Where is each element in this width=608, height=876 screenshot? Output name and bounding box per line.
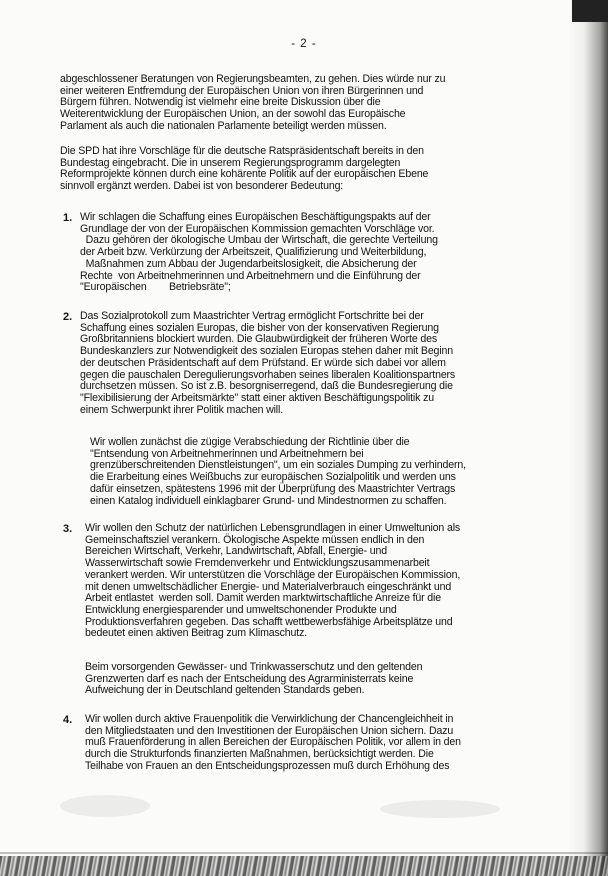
text-line: der deutschen Präsidentschaft auf dem Prüfstand. Er würde sich dabei vor allem xyxy=(80,356,446,369)
list-number: 2. xyxy=(63,311,73,323)
text-line: Grundlage der von der Europäischen Kommission gemachten Vorschläge vor. xyxy=(80,222,435,235)
intro-paragraph xyxy=(60,146,428,193)
text-line: muß Frauenförderung in allen Bereichen der Europäischen Politik, vor allem in den xyxy=(85,736,461,749)
text-line: bedeutet einen aktiven Beitrag zum Klimaschutz. xyxy=(85,627,308,640)
text-line: Aufweichung der in Deutschland geltenden Standards geben. xyxy=(85,684,365,697)
text-line: Dazu gehören der ökologische Umbau der Wirtschaft, die gerechte Verteilung xyxy=(80,234,438,247)
list-item-paragraph xyxy=(85,714,461,773)
text-line: Rechte von Arbeitnehmerinnen und Arbeitnehmern und die Einführung der xyxy=(80,269,421,282)
list-item-paragraph xyxy=(80,212,438,294)
list-item-paragraph xyxy=(80,311,455,416)
text-line: Teilhabe von Frauen an den Entscheidungsprozessen muß durch Erhöhung des xyxy=(85,759,450,772)
text-line: Wir wollen den Schutz der natürlichen Lebensgrundlagen in einer Umweltunion als xyxy=(85,522,461,534)
scan-smudge xyxy=(380,800,500,818)
text-line: der Arbeit bzw. Verkürzung der Arbeitszeit, Qualifizierung und Weiterbildung, xyxy=(80,246,427,259)
text-line: dafür einsetzen, spätestens 1996 mit der Überprüfung des Maastrichter Vertrags xyxy=(90,482,456,495)
text-line: Wir wollen durch aktive Frauenpolitik die Verwirklichung der Chancengleichheit in xyxy=(85,713,454,725)
text-line: die Erarbeitung eines Weißbuchs zur europäischen Sozialpolitik und werden uns xyxy=(90,471,456,484)
text-line: Die SPD hat ihre Vorschläge für die deutsche Ratspräsidentschaft bereits in den xyxy=(60,145,424,157)
text-line: Das Sozialprotokoll zum Maastrichter Vertrag ermöglicht Fortschritte bei der xyxy=(80,310,424,322)
scan-edge-bottom xyxy=(0,856,608,876)
text-line: Beim vorsorgenden Gewässer- und Trinkwasserschutz und den geltenden xyxy=(85,661,423,673)
text-line: Grenzwerten darf es nach der Entscheidung des Agrarministerrats keine xyxy=(85,672,414,685)
text-line: Parlament als auch die nationalen Parlamente beteiligt werden müssen. xyxy=(60,119,387,132)
text-line: Maßnahmen zum Abbau der Jugendarbeitslosigkeit, die Absicherung der xyxy=(80,257,417,270)
list-item-paragraph xyxy=(85,662,422,697)
text-line: grenzüberschreitenden Dienstleistungen", um ein soziales Dumping zu verhindern, xyxy=(90,459,466,472)
text-line: "Flexibilisierung der Arbeitsmärkte" statt einer aktiven Beschäftigungspolitik zu xyxy=(80,391,434,404)
list-item-paragraph xyxy=(90,437,466,507)
text-line: Wasserwirtschaft sowie Fremdenverkehr und Entwicklungszusammenarbeit xyxy=(85,557,430,570)
text-line: einer weiteren Entfremdung der Europäischen Union von ihren Bürgerinnen und xyxy=(60,84,424,97)
text-line: Bereichen Wirtschaft, Verkehr, Landwirtschaft, Abfall, Energie- und xyxy=(85,545,388,558)
list-number: 1. xyxy=(63,212,73,224)
text-line: Schaffung eines sozialen Europas, die bisher von der konservativen Regierung xyxy=(80,321,439,334)
text-line: den Mitgliedstaaten und den Investitionen der Europäischen Union sichern. Dazu xyxy=(85,724,454,737)
text-line: Weiterentwicklung der Europäischen Union, an der sowohl das Europäische xyxy=(60,108,406,121)
scan-smudge xyxy=(60,795,150,817)
text-line: gegen die pauschalen Deregulierungsvorhaben seines liberalen Koalitionspartners xyxy=(80,368,456,381)
intro-paragraph xyxy=(60,74,445,133)
text-line: Wir wollen zunächst die zügige Verabschiedung der Richtlinie über die xyxy=(90,436,410,448)
scan-edge-line xyxy=(0,852,608,854)
text-line: "Entsendung von Arbeitnehmerinnen und Arbeitnehmern bei xyxy=(90,447,364,460)
text-line: Arbeit entlastet werden soll. Damit werden marktwirtschaftliche Anreize für die xyxy=(85,592,441,605)
text-line: Bundestag eingebracht. Die in unserem Regierungsprogramm dargelegten xyxy=(60,156,401,169)
text-line: Reformprojekte können durch eine kohärente Politik auf der europäischen Ebene xyxy=(60,168,429,181)
text-line: einen Katalog individuell einklagbarer Grund- und Mindestnormen zu schaffen. xyxy=(90,494,447,507)
text-line: Entwicklung energiesparender und umweltschonender Produkte und xyxy=(85,603,397,616)
text-line: Bundeskanzlers zur Notwendigkeit des sozialen Europas stehen daher mit Beginn xyxy=(80,345,453,358)
text-line: sinnvoll ergänzt werden. Dabei ist von besonderer Bedeutung: xyxy=(60,180,344,193)
list-number: 3. xyxy=(63,523,73,535)
text-line: Wir schlagen die Schaffung eines Europäischen Beschäftigungspakts auf der xyxy=(80,211,431,223)
page-number: - 2 - xyxy=(291,38,317,50)
text-line: durchsetzen müssen. So ist z.B. besorgniserregend, daß die Bundesregierung die xyxy=(80,380,453,393)
text-line: einem Schwerpunkt ihrer Politik machen will. xyxy=(80,403,284,416)
text-line: durch die Strukturfonds finanzierten Maßnahmen, berücksichtigt werden. Die xyxy=(85,748,434,761)
text-line: Gemeinschaftsziel verankern. Ökologische Aspekte müssen endlich in den xyxy=(85,533,425,546)
text-line: Großbritanniens blockiert wurden. Die Glaubwürdigkeit der früheren Worte des xyxy=(80,333,438,346)
scan-edge-right xyxy=(568,0,608,876)
text-line: abgeschlossener Beratungen von Regierungsbeamten, zu gehen. Dies würde nur zu xyxy=(60,73,446,85)
list-item-paragraph xyxy=(85,523,460,640)
text-line: Bürgern führen. Notwendig ist vielmehr eine breite Diskussion über die xyxy=(60,96,381,109)
text-line: mit denen umweltschädlicher Energie- und Materialverbrauch eingeschränkt und xyxy=(85,580,452,593)
text-line: verankert werden. Wir unterstützen die Vorschläge der Europäischen Kommission, xyxy=(85,568,461,581)
text-line: "Europäischen Betriebsräte"; xyxy=(80,281,231,294)
list-number: 4. xyxy=(63,714,73,726)
text-line: Produktionsverfahren gegeben. Das schafft wettbewerbsfähige Arbeitsplätze und xyxy=(85,615,453,628)
scan-edge-corner xyxy=(572,0,608,22)
